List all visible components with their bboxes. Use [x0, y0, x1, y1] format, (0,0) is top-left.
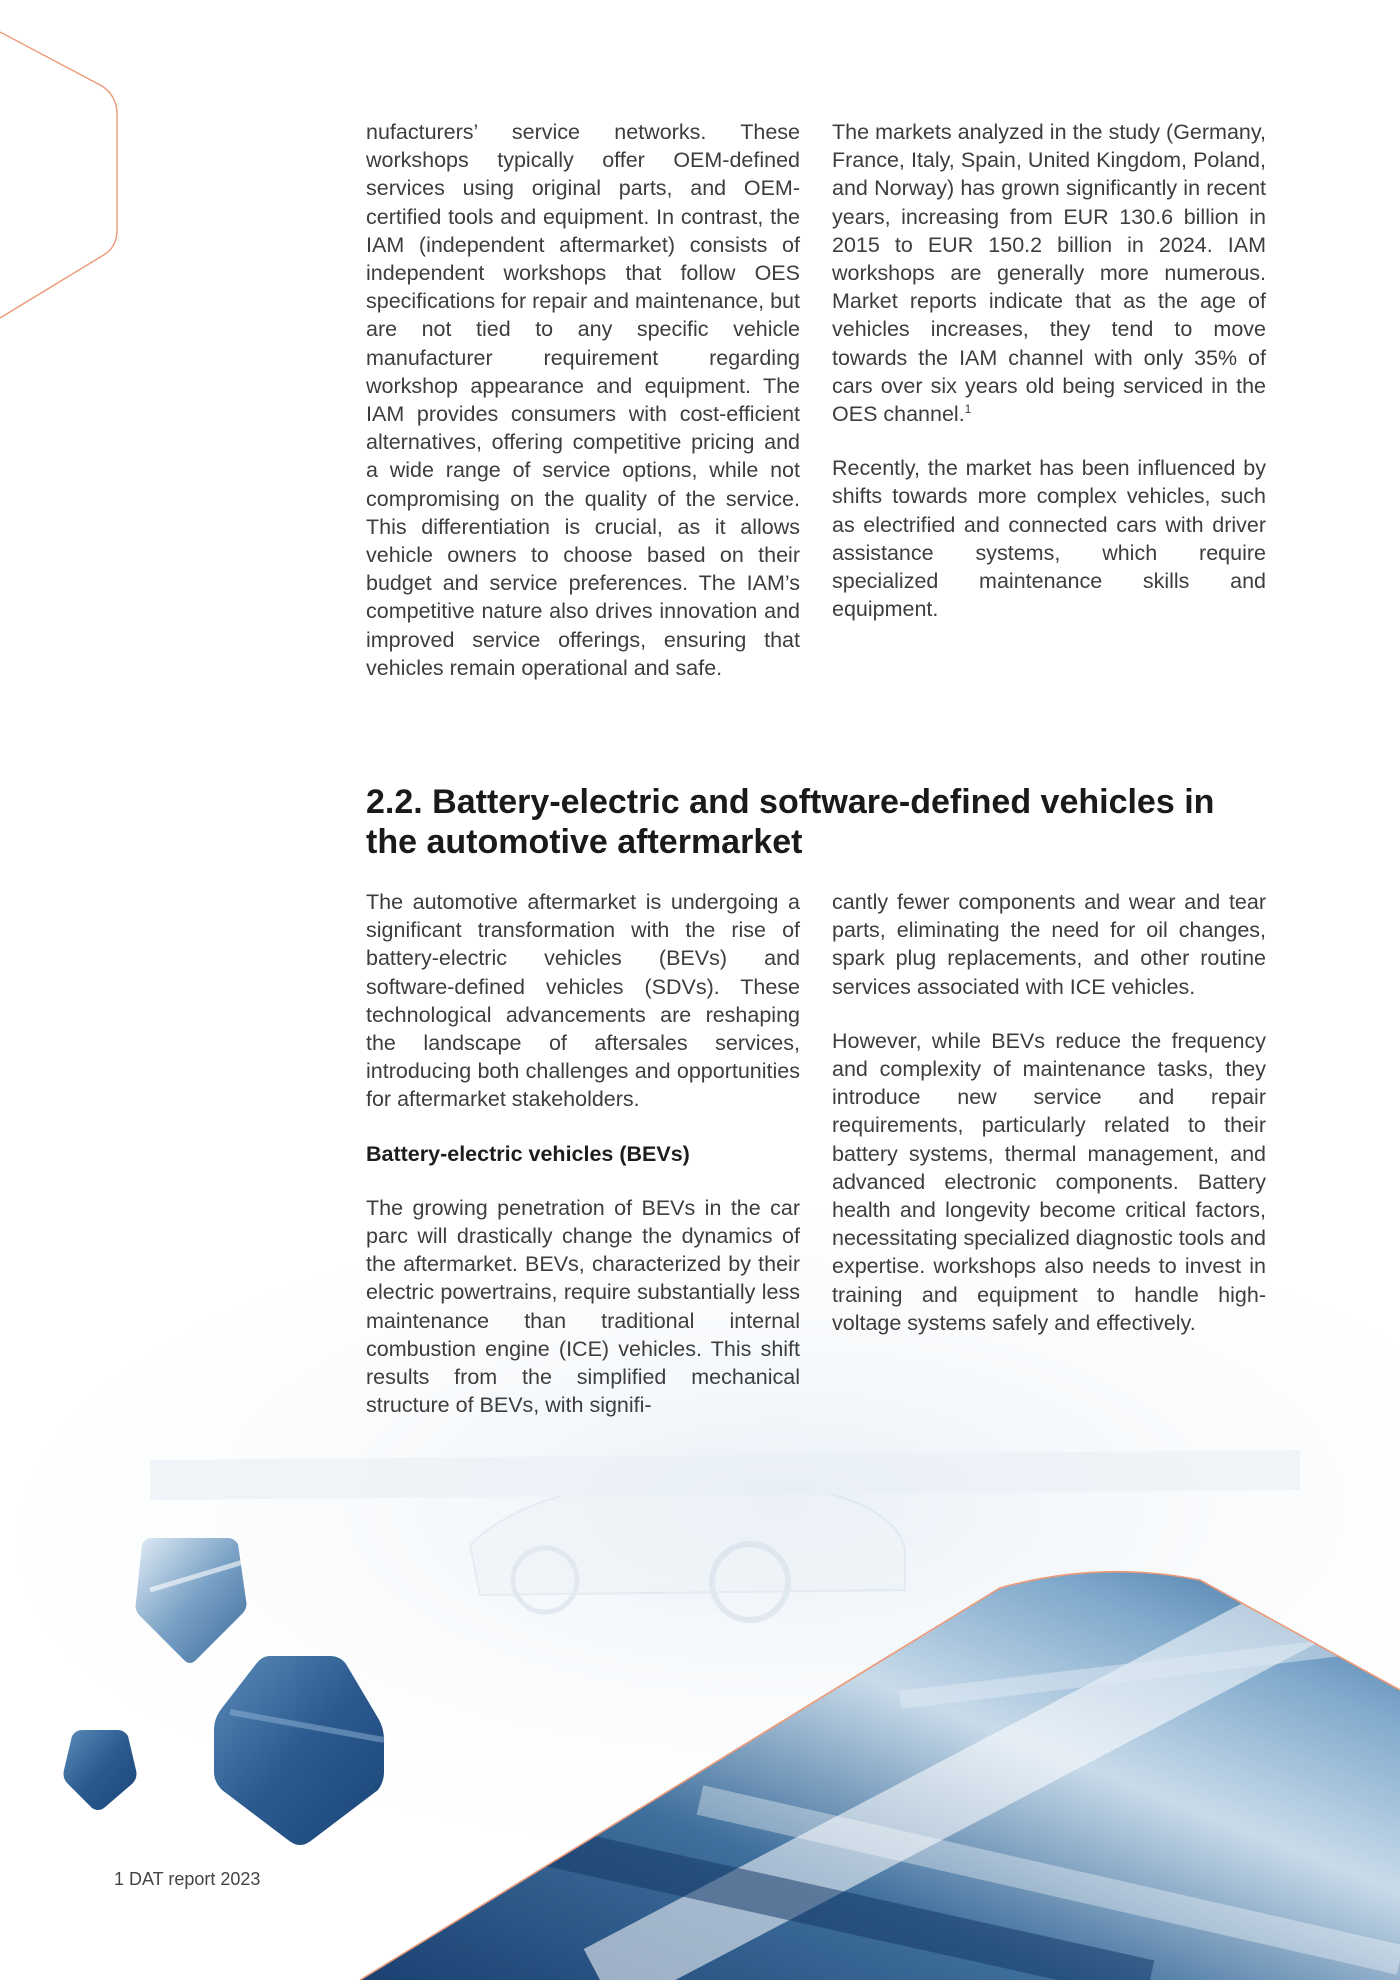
footnote: 1 DAT report 2023 — [114, 1869, 261, 1889]
hexagon-tile-small-left — [64, 1730, 137, 1810]
section-heading: 2.2. Battery-electric and software-defined vehicles in the automotive aftermarket — [366, 783, 1215, 861]
column-left-bottom — [366, 888, 800, 1419]
subheading-bevs: Battery-electric vehicles (BEVs) — [366, 1141, 690, 1166]
column-left-top — [366, 118, 800, 682]
paragraph-new-requirements: However, while BEVs reduce the frequency and complexity of maintenance tasks, they introduce new service and repair requirements, particularly related to their battery systems, thermal management, and advanced electronic components. Battery health and longevity become critical factors, necessitating specialized diagnostic tools and expertise. workshops also needs to invest in training and equipment to handle high-voltage systems safely and effectively. — [832, 1028, 1266, 1335]
paragraph-fewer-components: cantly fewer components and wear and tear parts, eliminating the need for oil changes, spark plug replacements, and other routine services associated with ICE vehicles. — [832, 890, 1266, 999]
paragraph-transformation: The automotive aftermarket is undergoing a significant transformation with the rise of battery-electric vehicles (BEVs) and software-defined vehicles (SDVs). These technological advancements are reshaping the landscape of aftersales services, introducing both challenges and opportunities for aftermarket stakeholders. — [366, 890, 800, 1112]
footnote-reference[interactable]: 1 — [964, 401, 972, 416]
paragraph-market-growth-text: The markets analyzed in the study (Germany, France, Italy, Spain, United Kingdom, Poland, and Norway) has grown significantly in recent years, increasing from EUR 130.6 billion in 2015 to EUR 150.2 billion in 2024. IAM workshops are generally more numerous. Market reports indicate that as the age of vehicles increases, they tend to move towards the IAM channel with only 35% of cars over six years old being serviced in the OES channel. — [832, 120, 1266, 427]
column-right-bottom — [832, 888, 1266, 1337]
paragraph-market-growth — [832, 118, 1266, 428]
outline-hexagon-top-left — [0, 32, 117, 318]
column-right-top — [832, 118, 1266, 623]
paragraph-complex-vehicles: Recently, the market has been influenced by shifts towards more complex vehicles, such as electrified and connected cars with driver assistance systems, which require specialized maintenance skills and equipment. — [832, 456, 1266, 622]
paragraph-oes-iam: nufacturers’ service networks. These workshops typically offer OEM-defined services using original parts, and OEM-certified tools and equipment. In contrast, the IAM (independent aftermarket) consists of independent workshops that follow OES specifications for repair and maintenance, but are not tied to any specific vehicle manufacturer requirement regarding workshop appearance and equipment. The IAM provides consumers with cost-efficient alternatives, offering competitive pricing and a wide range of service options, while not compromising on the quality of the service. This differentiation is crucial, as it allows vehicle owners to choose based on their budget and service preferences. The IAM’s competitive nature also drives innovation and improved service offerings, ensuring that vehicles remain operational and safe. — [366, 120, 800, 680]
paragraph-bev-penetration: The growing penetration of BEVs in the car parc will drastically change the dynamics of the aftermarket. BEVs, characterized by their electric powertrains, require substantially less maintenance than traditional internal combustion engine (ICE) vehicles. This shift results from the simplified mechanical structure of BEVs, with signifi- — [366, 1195, 800, 1418]
